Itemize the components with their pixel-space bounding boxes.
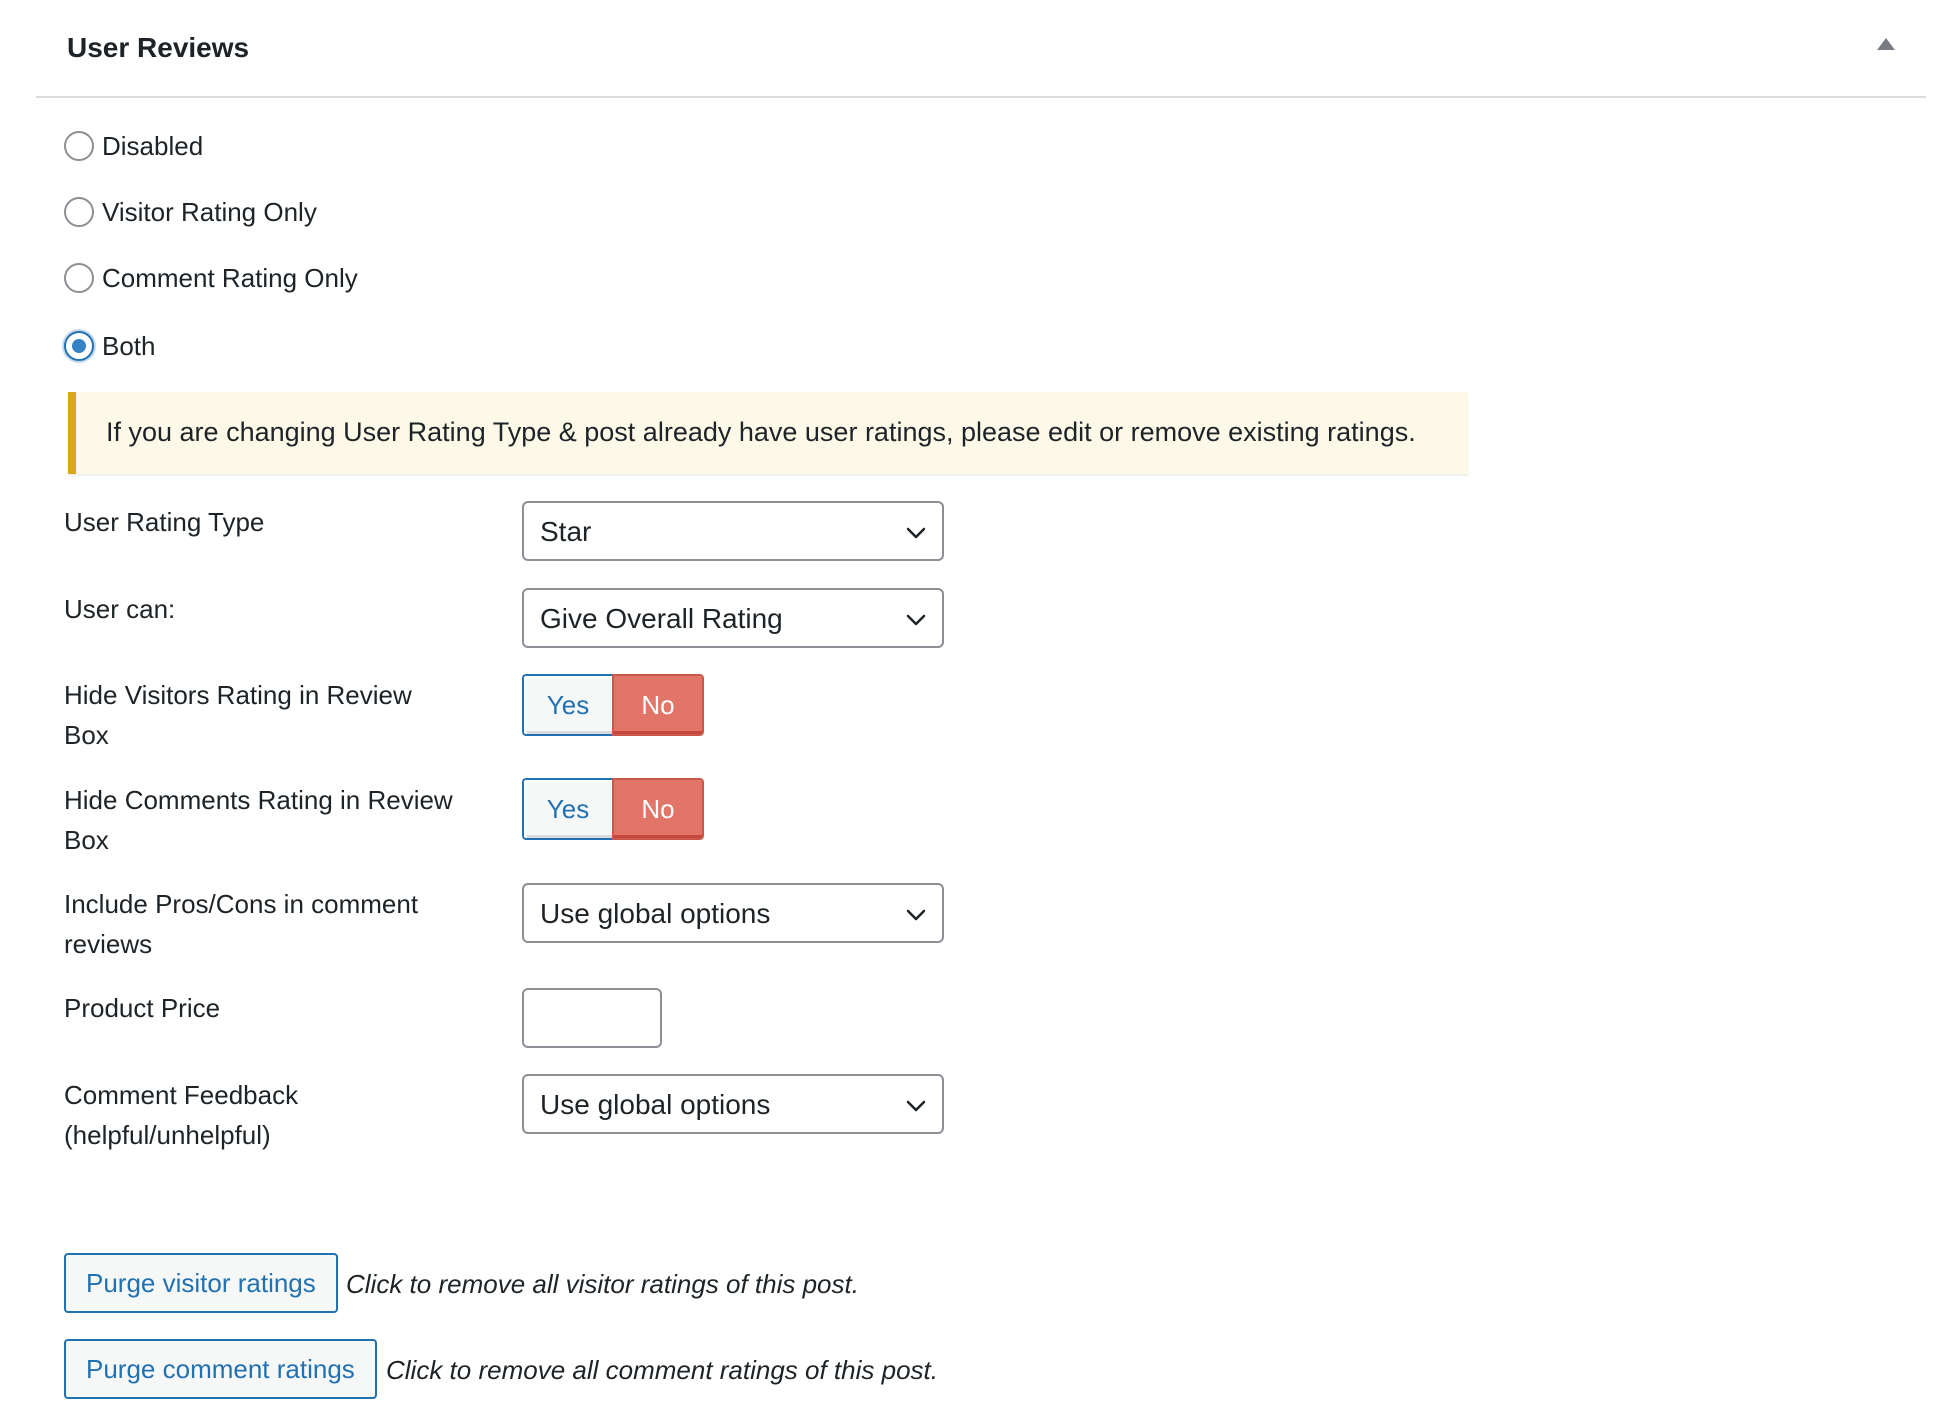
radio-option-both[interactable] — [64, 329, 156, 363]
yes-button[interactable]: Yes — [522, 674, 612, 736]
radio-button-checked[interactable] — [64, 331, 94, 361]
radio-label: Comment Rating Only — [102, 263, 358, 293]
yes-button[interactable]: Yes — [522, 778, 612, 840]
comment-feedback-label: Comment Feedback (helpful/unhelpful) — [64, 1080, 299, 1150]
hide-visitors-rating-toggle[interactable] — [522, 674, 704, 736]
warning-notice — [68, 392, 1468, 474]
panel-title: User Reviews — [67, 32, 250, 63]
purge-comment-ratings-button[interactable]: Purge comment ratings — [64, 1339, 377, 1399]
product-price-input[interactable] — [522, 988, 662, 1048]
radio-button[interactable] — [64, 263, 94, 293]
radio-option-disabled[interactable] — [64, 129, 203, 163]
user-rating-type-select[interactable] — [522, 501, 944, 561]
purge-comment-description: Click to remove all comment ratings of this post. — [386, 1355, 938, 1385]
radio-label: Both — [102, 331, 156, 361]
chevron-down-icon — [904, 1094, 928, 1118]
radio-button[interactable] — [64, 197, 94, 227]
chevron-down-icon — [904, 903, 928, 927]
triangle-up-icon[interactable] — [1871, 30, 1901, 60]
radio-label: Visitor Rating Only — [102, 197, 317, 227]
user-can-select[interactable] — [522, 588, 944, 648]
radio-option-comment-rating-only[interactable] — [64, 261, 358, 295]
include-pros-cons-select[interactable] — [522, 883, 944, 943]
purge-visitor-ratings-button[interactable]: Purge visitor ratings — [64, 1253, 338, 1313]
panel-header — [36, 0, 1926, 98]
select-value: Give Overall Rating — [540, 603, 783, 634]
user-rating-type-label: User Rating Type — [64, 507, 265, 537]
comment-feedback-select[interactable] — [522, 1074, 944, 1134]
purge-visitor-description: Click to remove all visitor ratings of this post. — [346, 1269, 859, 1299]
hide-comments-rating-toggle[interactable] — [522, 778, 704, 840]
select-value: Use global options — [540, 898, 771, 929]
include-pros-cons-label: Include Pros/Cons in comment reviews — [64, 889, 419, 959]
radio-label: Disabled — [102, 131, 204, 161]
chevron-down-icon — [904, 521, 928, 545]
product-price-label: Product Price — [64, 993, 221, 1023]
no-button-active[interactable]: No — [612, 778, 704, 840]
hide-visitors-rating-label: Hide Visitors Rating in Review Box — [64, 680, 412, 750]
radio-option-visitor-rating-only[interactable] — [64, 195, 317, 229]
hide-comments-rating-label: Hide Comments Rating in Review Box — [64, 785, 453, 855]
notice-text: If you are changing User Rating Type & post already have user ratings, please edit or remove existing ratings. — [106, 417, 1416, 447]
chevron-down-icon — [904, 608, 928, 632]
radio-button[interactable] — [64, 131, 94, 161]
user-can-label: User can: — [64, 594, 176, 624]
select-value: Star — [540, 516, 592, 547]
no-button-active[interactable]: No — [612, 674, 704, 736]
select-value: Use global options — [540, 1089, 771, 1120]
